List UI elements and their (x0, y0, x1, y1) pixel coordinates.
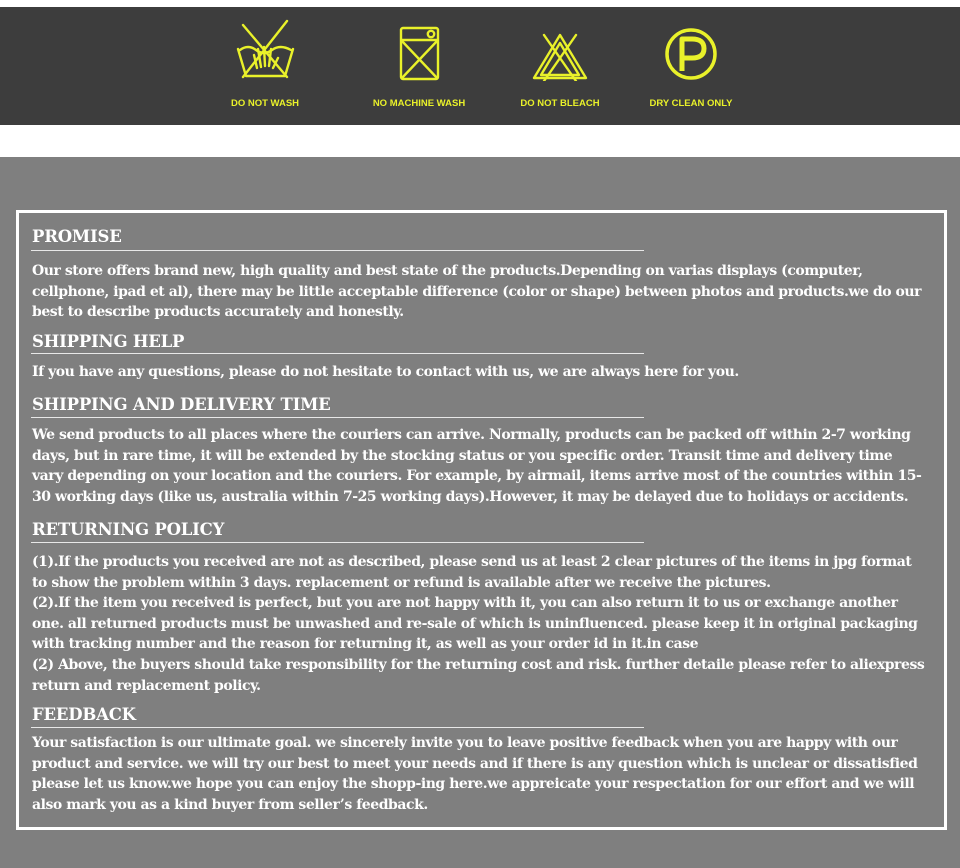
store-policy-panel (0, 157, 960, 868)
section-divider (31, 353, 644, 354)
care-label: DRY CLEAN ONLY (649, 98, 733, 109)
section-body-returning-policy: (1).If the products you received are not as described, please send us at least 2 clear pictures of the items in jpg format to show the problem within 3 days. replacement or refund is available after we receive the pictures. (2).If the item you received is perfect, but you are not happy with it, you can also return it to us or exchange another one. all returned products must be unwashed and re-sale of which is uninfluenced. please keep it in original packaging with tracking number and the reason for returning it, as well as your order id in it.in case (2) Above, the buyers should take responsibility for the returning cost and risk. further detaile please refer to aliexpress return and replacement policy. (32, 554, 925, 694)
section-divider (31, 727, 644, 728)
section-title-promise: PROMISE (32, 227, 122, 246)
section-body-feedback: Your satisfaction is our ultimate goal. we sincerely invite you to leave positive feedback when you are happy with our product and service. we will try our best to meet your needs and if there is any question which is unclear or dissatisfied please let us know.we hope you can enjoy the shopp-ing here.we appreicate your respectation for our effort and we will also mark you as a kind buyer from seller’s feedback. (32, 735, 918, 813)
care-label: DO NOT BLEACH (520, 98, 600, 109)
section-divider (31, 250, 644, 251)
section-title-feedback: FEEDBACK (32, 705, 136, 724)
section-body-promise: Our store offers brand new, high quality and best state of the products.Depending on varias displays (computer, cellphone, ipad et al), there may be little acceptable difference (color or shape) between photos and products.we do our best to describe products accurately and honestly. (32, 263, 922, 321)
section-title-returning-policy: RETURNING POLICY (32, 520, 225, 539)
do-not-wash-icon (235, 19, 297, 81)
section-body-shipping-delivery-time: We send products to all places where the couriers can arrive. Normally, products can be packed off within 2-7 working days, but in rare time, it will be extended by the stocking status or you specific order. Transit time and delivery time vary depending on your location and the couriers. For example, by airmail, items arrive most of the countries within 15-30 working days (like us, australia within 7-25 working days).However, it may be delayed due to holidays or accidents. (32, 427, 922, 505)
policy-info-box (16, 210, 947, 830)
care-instructions-bar (0, 7, 960, 125)
section-title-shipping-help: SHIPPING HELP (32, 332, 185, 351)
do-not-bleach-icon (531, 19, 589, 81)
care-label: NO MACHINE WASH (372, 98, 466, 109)
section-divider (31, 417, 644, 418)
section-title-shipping-delivery-time: SHIPPING AND DELIVERY TIME (32, 395, 331, 414)
section-divider (31, 542, 644, 543)
no-machine-wash-icon (398, 19, 442, 81)
dry-clean-only-icon (664, 19, 722, 81)
section-body-shipping-help: If you have any questions, please do not hesitate to contact with us, we are always here for you. (32, 364, 739, 380)
care-label: DO NOT WASH (230, 98, 300, 109)
